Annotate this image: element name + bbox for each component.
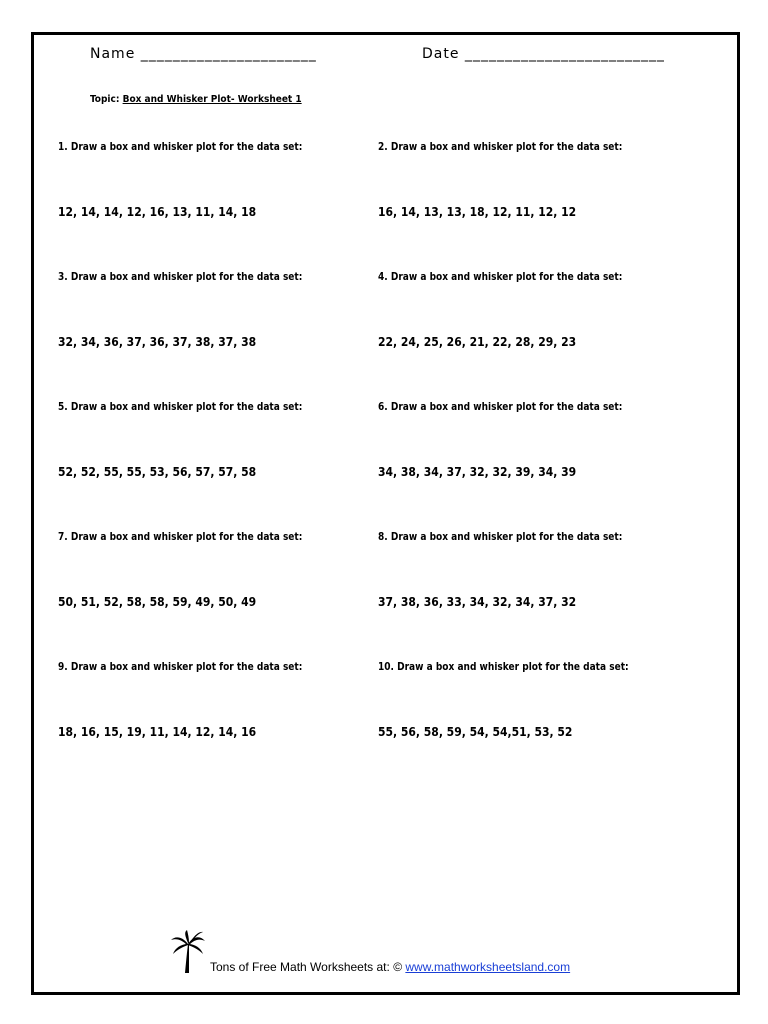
problem-10-prompt: 10. Draw a box and whisker plot for the data set: [378,660,629,673]
website-link[interactable]: www.mathworksheetsland.com [405,960,571,974]
problem-6-prompt: 6. Draw a box and whisker plot for the data set: [378,400,623,413]
palm-tree-icon [170,930,206,974]
problem-9-data: 18, 16, 15, 19, 11, 14, 12, 14, 16 [58,725,257,739]
problem-3-data: 32, 34, 36, 37, 36, 37, 38, 37, 38 [58,335,257,349]
problem-3-prompt: 3. Draw a box and whisker plot for the data set: [58,270,303,283]
problem-6-data: 34, 38, 34, 37, 32, 32, 39, 34, 39 [378,465,577,479]
problem-8-data: 37, 38, 36, 33, 34, 32, 34, 37, 32 [378,595,577,609]
topic-line [90,94,302,105]
problem-7-prompt: 7. Draw a box and whisker plot for the data set: [58,530,303,543]
problem-4-prompt: 4. Draw a box and whisker plot for the data set: [378,270,623,283]
date-field: Date _________________________ [422,46,665,62]
footer-caption: Tons of Free Math Worksheets at: © [210,960,406,974]
topic-label: Topic: [90,94,120,105]
footer-text [210,960,570,974]
problem-5-data: 52, 52, 55, 55, 53, 56, 57, 57, 58 [58,465,257,479]
problem-7-data: 50, 51, 52, 58, 58, 59, 49, 50, 49 [58,595,257,609]
problem-5-prompt: 5. Draw a box and whisker plot for the data set: [58,400,303,413]
problem-2-data: 16, 14, 13, 13, 18, 12, 11, 12, 12 [378,205,577,219]
problem-2-prompt: 2. Draw a box and whisker plot for the data set: [378,140,623,153]
worksheet-border [31,32,740,995]
problem-9-prompt: 9. Draw a box and whisker plot for the data set: [58,660,303,673]
name-field: Name ______________________ [90,46,317,62]
problem-1-data: 12, 14, 14, 12, 16, 13, 11, 14, 18 [58,205,257,219]
problem-1-prompt: 1. Draw a box and whisker plot for the data set: [58,140,303,153]
footer [170,926,630,976]
problem-4-data: 22, 24, 25, 26, 21, 22, 28, 29, 23 [378,335,577,349]
problem-10-data: 55, 56, 58, 59, 54, 54,51, 53, 52 [378,725,573,739]
topic-title: Box and Whisker Plot- Worksheet 1 [122,94,302,105]
problem-8-prompt: 8. Draw a box and whisker plot for the data set: [378,530,623,543]
